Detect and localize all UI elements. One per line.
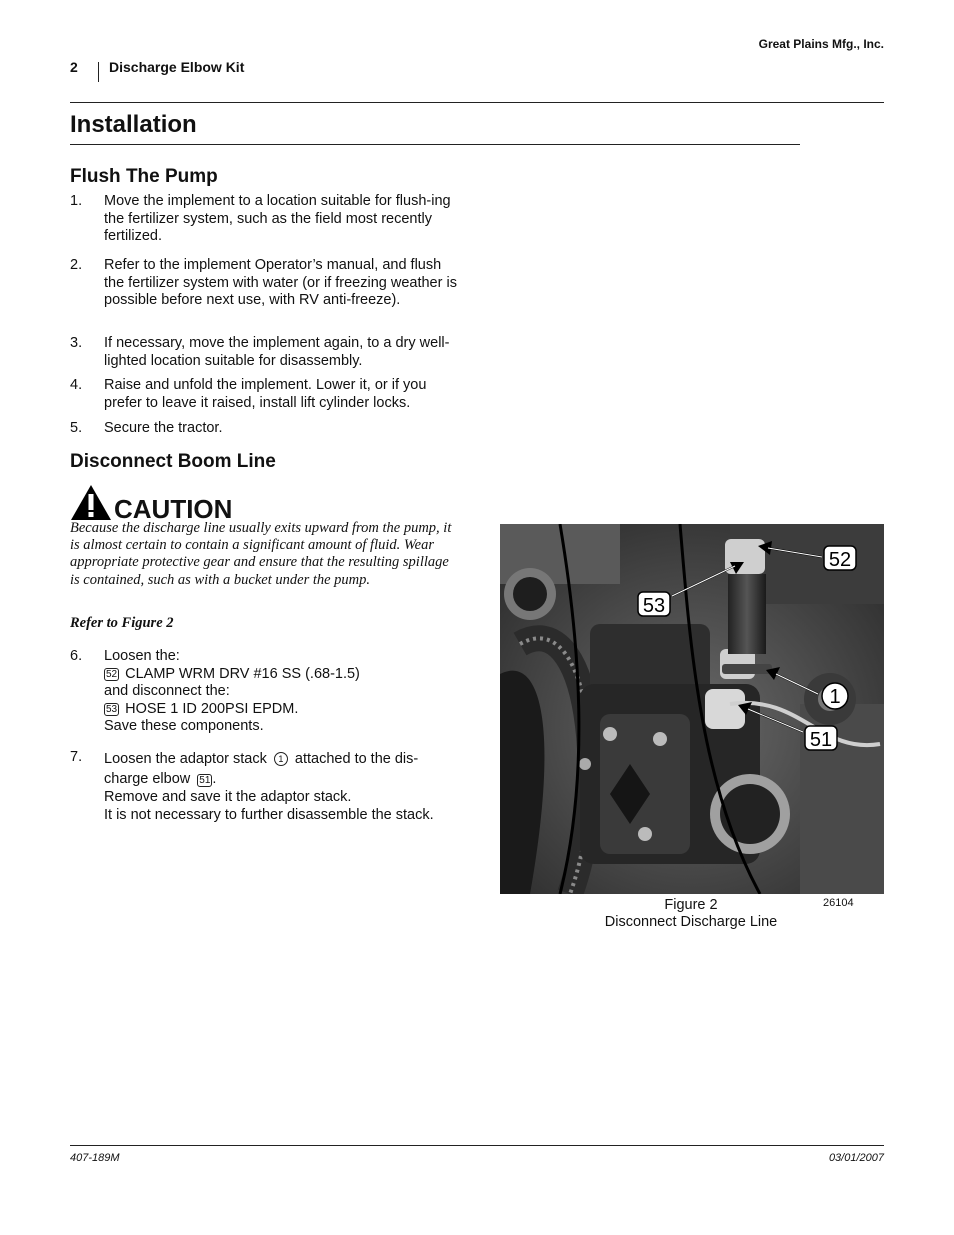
step-text: Raise and unfold the implement. Lower it, or if you prefer to leave it raised, install lift cylinder locks. xyxy=(104,377,427,411)
document-title: Discharge Elbow Kit xyxy=(109,59,245,75)
step-intro: Loosen the: xyxy=(104,648,180,664)
step-number: 7. xyxy=(70,749,83,765)
caution-text: Because the discharge line usually exits upward from the pump, it is almost certain to contain a significant amount of fluid. Wear appropriate protective gear and ensure that the resulting spillage is contained, such as with a bucket under the pump. xyxy=(70,520,452,588)
step-text: Move the implement to a location suitable for flush-ing the fertilizer system, such as the field most recently fertilized. xyxy=(104,193,451,244)
step7-end: . xyxy=(212,771,217,787)
step-text: Secure the tractor. xyxy=(104,420,223,436)
part-line-hose xyxy=(104,701,460,719)
step7-line2: Remove and save it the adaptor stack. xyxy=(104,789,352,805)
flush-step-3 xyxy=(70,335,460,370)
step-number: 5. xyxy=(70,420,83,436)
photo-callout-53: 53 xyxy=(642,595,666,617)
header-divider xyxy=(98,62,99,82)
step-number: 3. xyxy=(70,335,83,351)
boom-step-6 xyxy=(70,648,460,736)
part-hose-text: HOSE 1 ID 200PSI EPDM. xyxy=(125,700,299,717)
section-title-rule xyxy=(70,144,800,145)
figure-caption-number: Figure 2 xyxy=(664,897,718,913)
footer-rule xyxy=(70,1145,884,1146)
photo-callout-1: 1 xyxy=(829,686,841,708)
photo-callout-51: 51 xyxy=(809,729,833,751)
step7-pre: Loosen the adaptor stack xyxy=(104,751,267,767)
part-clamp-text: CLAMP WRM DRV #16 SS (.68-1.5) xyxy=(125,665,360,682)
step7-mid: attached to the dis-charge elbow xyxy=(104,751,419,787)
callout-53: 53 xyxy=(106,703,118,715)
flush-step-1 xyxy=(70,193,460,246)
callout-1: 1 xyxy=(274,752,288,766)
step-text: Refer to the implement Operator’s manual, and flush the fertilizer system with water (or if freezing weather is possible before next use, with RV anti-freeze). xyxy=(104,257,457,308)
step7-line3: It is not necessary to further disassemble the stack. xyxy=(104,806,434,823)
figure-image-id: 26104 xyxy=(823,897,854,909)
flush-step-5 xyxy=(70,420,460,438)
step-outro: Save these components. xyxy=(104,718,264,734)
header-rule xyxy=(70,102,884,103)
flush-step-2 xyxy=(70,257,460,310)
flush-step-4 xyxy=(70,377,460,412)
step-number: 1. xyxy=(70,193,83,209)
boom-heading: Disconnect Boom Line xyxy=(70,451,276,472)
step-number: 2. xyxy=(70,257,83,273)
step-number: 6. xyxy=(70,648,83,664)
company-name: Great Plains Mfg., Inc. xyxy=(758,37,884,51)
step-mid: and disconnect the: xyxy=(104,683,230,699)
step7-main xyxy=(104,749,460,789)
footer-date: 03/01/2007 xyxy=(828,1152,884,1164)
step-number: 4. xyxy=(70,377,83,393)
photo-callout-52: 52 xyxy=(828,549,852,571)
boom-step-7 xyxy=(70,749,460,824)
flush-heading: Flush The Pump xyxy=(70,166,218,187)
pump-photo xyxy=(500,524,884,894)
section-title: Installation xyxy=(70,111,197,138)
callout-52: 52 xyxy=(106,668,118,680)
figure-caption-title: Disconnect Discharge Line xyxy=(604,914,778,930)
part-line-clamp xyxy=(104,666,460,684)
figure-reference: Refer to Figure 2 xyxy=(70,615,174,631)
footer-doc-number: 407-189M xyxy=(70,1152,120,1164)
page-number: 2 xyxy=(70,59,78,75)
caution-word: CAUTION xyxy=(114,494,233,524)
warning-triangle-icon xyxy=(70,483,112,521)
callout-51: 51 xyxy=(199,775,211,786)
step-text: If necessary, move the implement again, to a dry well-lighted location suitable for disassembly. xyxy=(104,335,450,369)
